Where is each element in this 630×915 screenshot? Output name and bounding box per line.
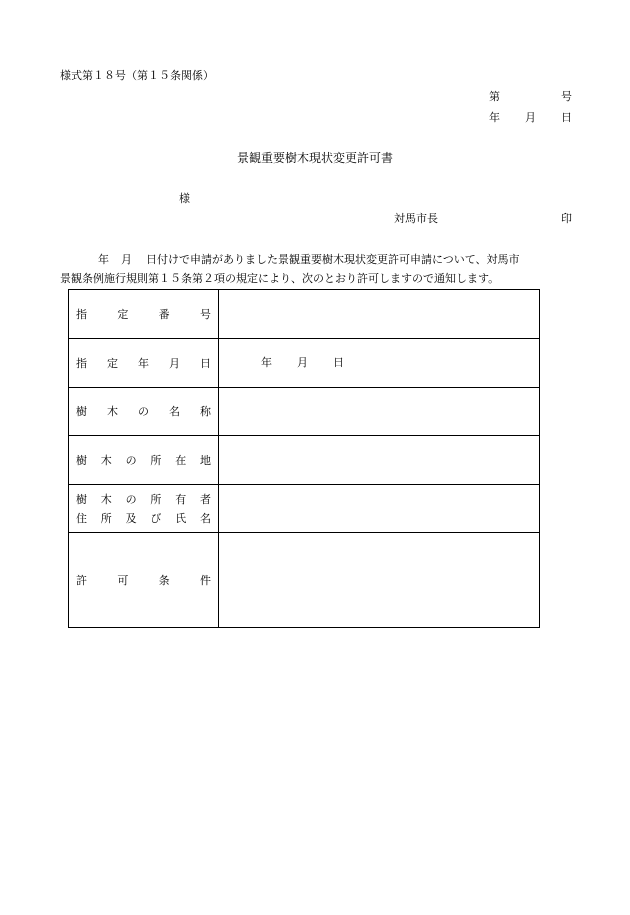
document-number-suffix: 号	[561, 90, 572, 103]
permit-details-table	[68, 289, 540, 628]
row-label	[69, 485, 219, 532]
row-label-char: 木	[100, 492, 112, 506]
row-label-char: の	[125, 492, 137, 506]
row-label-char: 氏	[175, 511, 187, 525]
tree-name-value	[219, 388, 539, 435]
table-row-permit-conditions	[69, 533, 539, 627]
table-row-tree-location	[69, 436, 539, 485]
row-label-line	[76, 490, 211, 509]
row-label-char: 番	[158, 307, 170, 321]
row-label-char: 称	[200, 405, 211, 418]
row-label-char: 名	[169, 405, 180, 418]
row-label-char: の	[125, 453, 137, 467]
row-label-char: 及	[125, 511, 137, 525]
row-label-line	[76, 354, 211, 373]
row-label-char: 所	[150, 492, 162, 506]
body-text-rest: 日付けで申請がありました景観重要樹木現状変更許可申請について、対馬市	[146, 253, 520, 266]
row-label-line	[76, 402, 211, 421]
row-label-char: 許	[76, 573, 87, 587]
table-row-designation-date	[69, 339, 539, 388]
row-label-char: 指	[76, 307, 87, 321]
body-text-line-2: 景観条例施行規則第１５条第２項の規定により、次のとおり許可しますので通知します。	[60, 272, 500, 285]
row-label-char: 樹	[76, 453, 87, 467]
row-label-line	[76, 509, 211, 528]
row-label	[69, 533, 219, 627]
row-label-char: 有	[175, 492, 187, 506]
date-month-label: 月	[297, 356, 308, 369]
row-label-char: 条	[158, 573, 170, 587]
date-day-label: 日	[333, 356, 344, 369]
document-date-day: 日	[561, 111, 572, 124]
row-label-char: 月	[169, 356, 180, 370]
row-label-char: 者	[199, 492, 211, 506]
row-label-char: 木	[100, 453, 112, 467]
row-label-char: 日	[200, 356, 211, 370]
row-label-char: 名	[199, 511, 211, 525]
row-label-line	[76, 451, 211, 470]
row-label-line	[76, 571, 211, 590]
row-label-char: 可	[117, 573, 129, 587]
row-label	[69, 388, 219, 435]
row-label-char: 樹	[76, 492, 87, 506]
designation-date-value	[219, 339, 539, 387]
table-row-designation-number	[69, 290, 539, 339]
row-label-char: 木	[107, 405, 118, 418]
body-month-label: 月	[121, 253, 132, 266]
row-label-char: 樹	[76, 405, 87, 418]
row-label-char: の	[138, 405, 149, 418]
document-date-year: 年	[489, 111, 500, 124]
table-row-tree-name	[69, 388, 539, 436]
row-label-char: 所	[100, 511, 112, 525]
body-year-label: 年	[98, 253, 109, 266]
permit-conditions-value	[219, 533, 539, 627]
document-date-month: 月	[525, 111, 536, 124]
document-number-prefix: 第	[489, 90, 500, 103]
row-label-char: 地	[199, 453, 211, 467]
row-label-char: び	[150, 511, 162, 525]
row-label-char: 住	[76, 511, 87, 525]
row-label-char: 件	[199, 573, 211, 587]
row-label	[69, 436, 219, 484]
document-title: 景観重要樹木現状変更許可書	[236, 151, 393, 165]
addressee-honorific: 様	[179, 192, 190, 205]
row-label-char: 年	[138, 356, 149, 370]
row-label-char: 所	[150, 453, 162, 467]
date-year-label: 年	[261, 356, 272, 369]
seal-label: 印	[561, 212, 572, 225]
row-label-char: 在	[175, 453, 187, 467]
form-number: 様式第１８号（第１５条関係）	[60, 69, 214, 82]
designation-number-value	[219, 290, 539, 338]
tree-location-value	[219, 436, 539, 484]
row-label-line	[76, 305, 211, 324]
table-row-tree-owner	[69, 485, 539, 533]
row-label-char: 指	[76, 356, 87, 370]
row-label-char: 号	[199, 307, 211, 321]
row-label-char: 定	[107, 356, 118, 370]
row-label	[69, 339, 219, 387]
tree-owner-value	[219, 485, 539, 532]
issuer-name: 対馬市長	[394, 212, 438, 225]
row-label-char: 定	[117, 307, 129, 321]
row-label	[69, 290, 219, 338]
